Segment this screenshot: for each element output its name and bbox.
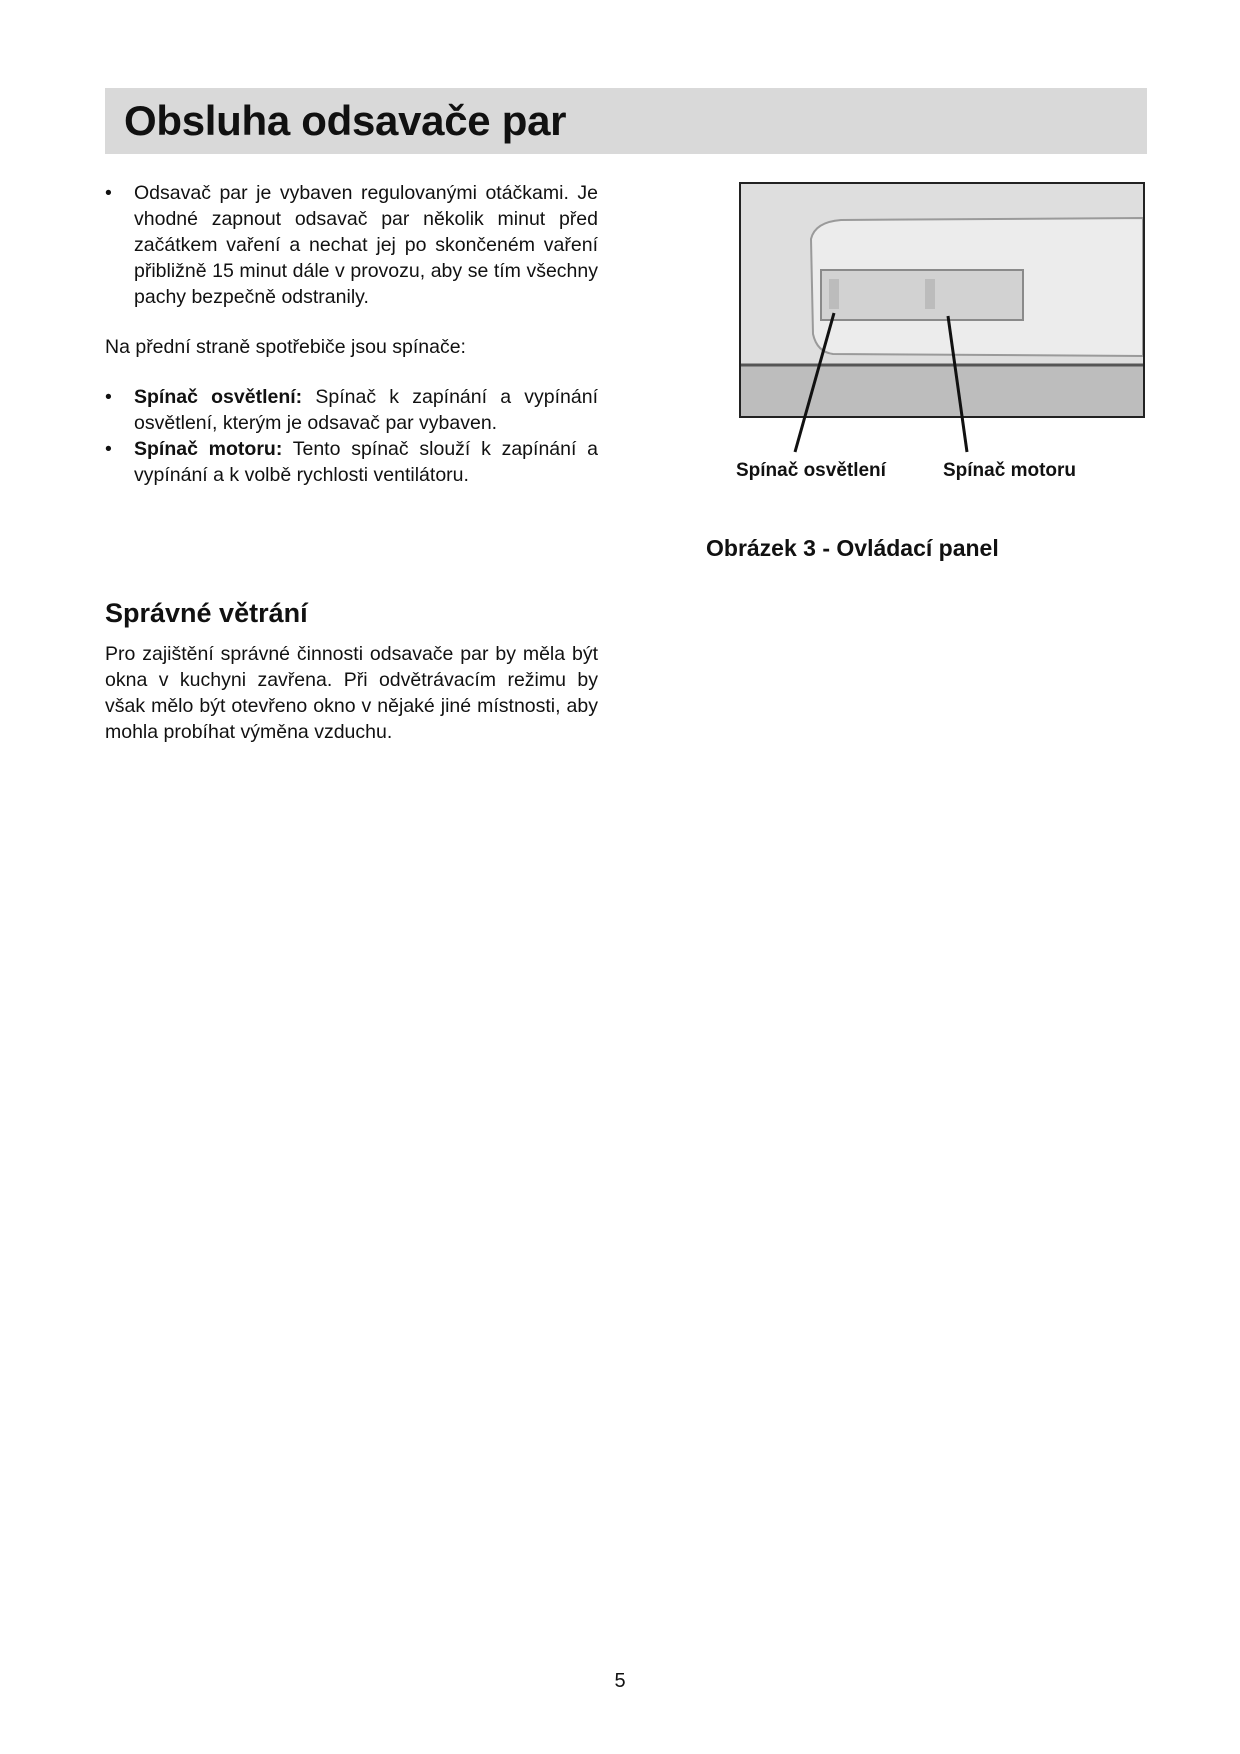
control-panel-illustration <box>741 184 1143 416</box>
switch-item-light <box>105 384 598 436</box>
label-light-switch: Spínač osvětlení <box>736 460 886 481</box>
switch-desc-light: Spínač k zapínání a vypínání osvětlení, kterým je odsavač par vybaven. <box>134 386 598 434</box>
figure-caption: Obrázek 3 - Ovládací panel <box>706 535 999 561</box>
switches-intro: Na přední straně spotřebiče jsou spínače: <box>105 336 466 358</box>
operation-text-column <box>105 180 598 488</box>
ventilation-heading: Správné větrání <box>105 598 308 628</box>
intro-bullet-list <box>105 180 598 310</box>
switch-term-light: Spínač osvětlení: <box>134 386 303 408</box>
switches-list <box>105 384 598 488</box>
control-panel-photo <box>739 182 1145 418</box>
page-title: Obsluha odsavače par <box>124 97 567 144</box>
switch-desc-motor: Tento spínač slouží k zapínání a vypínání a k volbě rychlosti ventilátoru. <box>134 438 598 486</box>
label-motor-switch: Spínač motoru <box>943 460 1077 481</box>
intro-bullet: • Odsavač par je vybaven regulovanými otáčkami. Je vhodné zapnout odsavač par několik minut před začátkem vaření a nechat jej po skončeném vaření přibližně 15 minut dále v provozu, aby se tím všechny pachy bezpečně odstranily. <box>105 180 598 310</box>
switch-term-motor: Spínač motoru: <box>134 438 283 460</box>
title-bar <box>105 88 1147 154</box>
page-number: 5 <box>614 1670 626 1692</box>
ventilation-body: Pro zajištění správné činnosti odsavače par by měla být okna v kuchyni zavřena. Při odvětrávacím režimu by však mělo být otevřeno okno v nějaké jiné místnosti, aby mohla probíhat výměna vzduchu. <box>105 643 598 743</box>
switch-item-motor <box>105 436 598 488</box>
